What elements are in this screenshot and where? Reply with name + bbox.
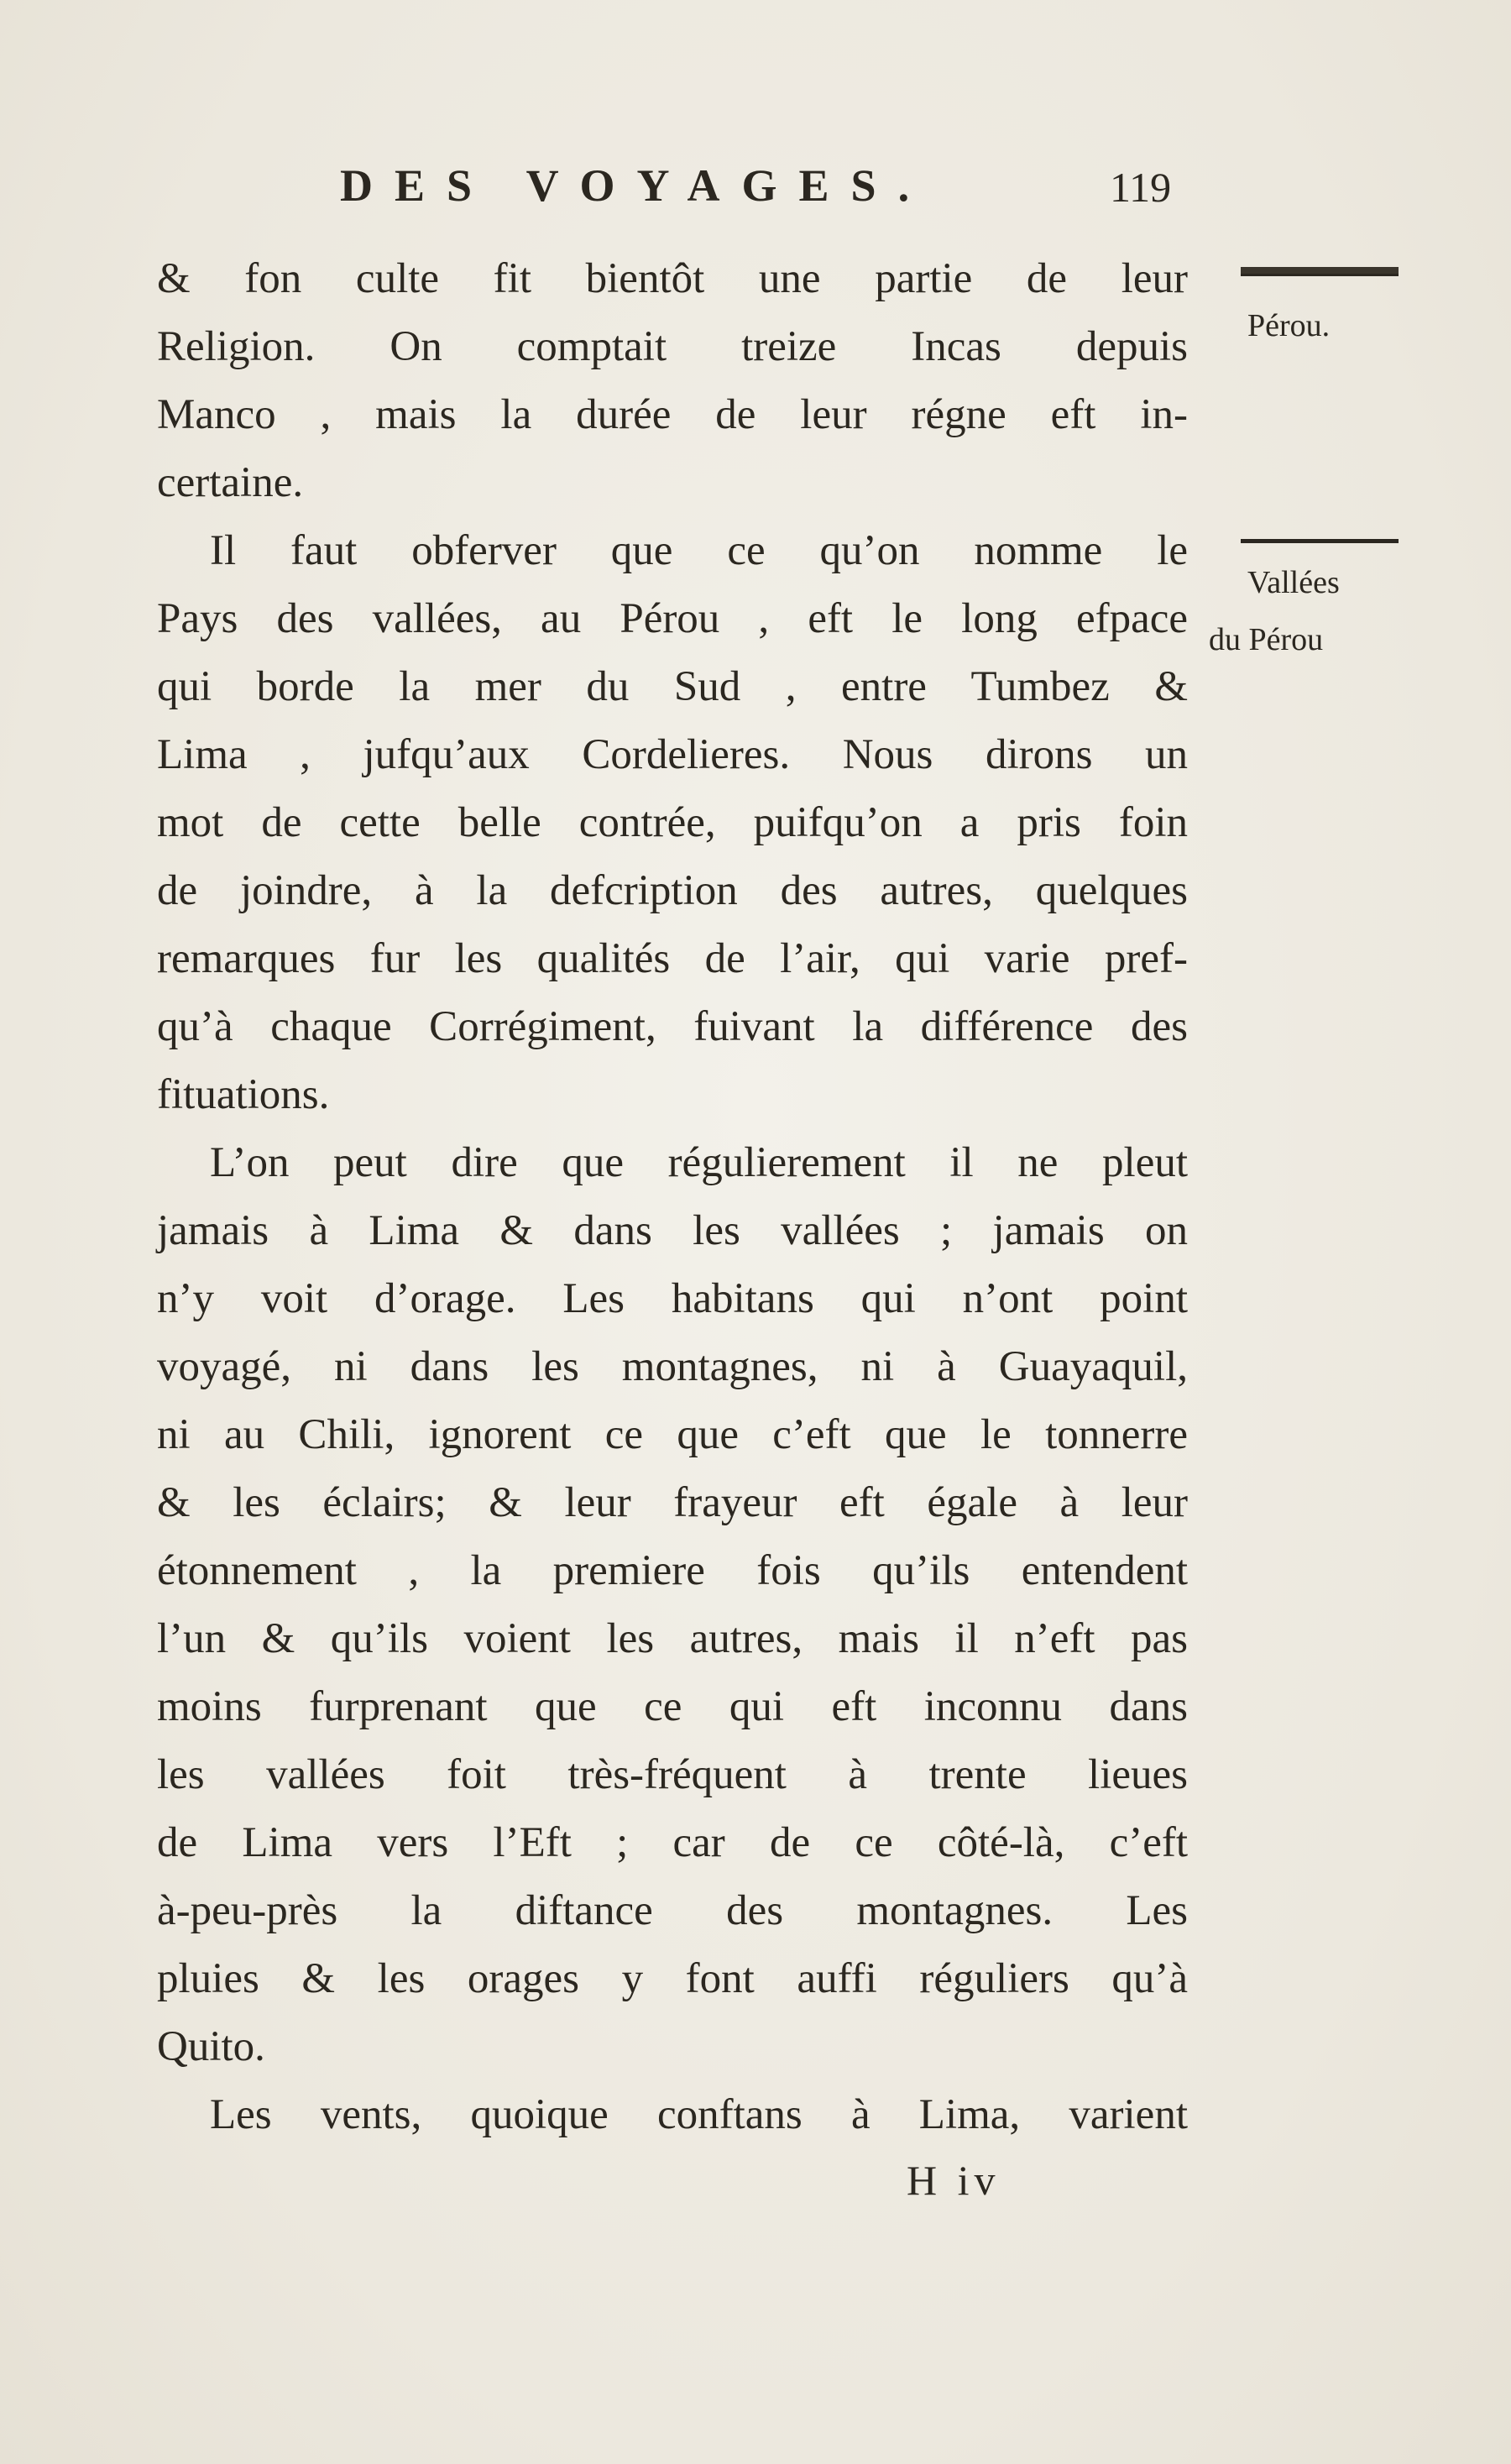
margin-note-perou: Pérou. bbox=[1247, 308, 1331, 343]
text-line: fituations. bbox=[157, 1071, 330, 1118]
page-number: 119 bbox=[1110, 164, 1172, 211]
text-line: les vallées foit très-fréquent à trente lieues bbox=[157, 1751, 1188, 1798]
text-line: remarques fur les qualités de l’air, qui varie pref- bbox=[157, 935, 1188, 982]
text-line: & les éclairs; & leur frayeur eft égale à leur bbox=[157, 1479, 1188, 1526]
text-line: Lima , jufqu’aux Cordelieres. Nous dirons un bbox=[157, 731, 1188, 778]
text-line: Manco , mais la durée de leur régne eft in- bbox=[157, 391, 1188, 438]
text-line: mot de cette belle contrée, puifqu’on a pris foin bbox=[157, 799, 1188, 846]
text-line: jamais à Lima & dans les vallées ; jamais on bbox=[157, 1207, 1188, 1254]
text-line: Les vents, quoique conftans à Lima, varient bbox=[210, 2091, 1188, 2138]
text-line: Il faut obferver que ce qu’on nomme le bbox=[210, 527, 1188, 574]
text-line: n’y voit d’orage. Les habitans qui n’ont point bbox=[157, 1275, 1188, 1322]
text-line: certaine. bbox=[157, 459, 304, 506]
margin-note-du-perou: du Pérou bbox=[1209, 622, 1324, 657]
running-title: DES VOYAGES. bbox=[340, 160, 932, 211]
text-line: de Lima vers l’Eft ; car de ce côté-là, c’eft bbox=[157, 1819, 1188, 1866]
text-line: & fon culte fit bientôt une partie de leur bbox=[157, 255, 1188, 302]
text-line: pluies & les orages y font auffi réguliers qu’à bbox=[157, 1955, 1188, 2002]
text-line: l’un & qu’ils voient les autres, mais il n’eft pas bbox=[157, 1615, 1188, 1662]
text-line: qui borde la mer du Sud , entre Tumbez & bbox=[157, 663, 1188, 710]
text-line: Religion. On comptait treize Incas depuis bbox=[157, 323, 1188, 370]
margin-rule bbox=[1241, 539, 1399, 543]
text-line: voyagé, ni dans les montagnes, ni à Guayaquil, bbox=[157, 1343, 1188, 1390]
text-line: étonnement , la premiere fois qu’ils entendent bbox=[157, 1547, 1188, 1594]
margin-note-vallees: Vallées bbox=[1247, 565, 1340, 600]
text-line: qu’à chaque Corrégiment, fuivant la différence des bbox=[157, 1003, 1188, 1050]
signature-mark: H iv bbox=[907, 2157, 1001, 2204]
text-line: ni au Chili, ignorent ce que c’eft que le tonnerre bbox=[157, 1411, 1188, 1458]
text-line: de joindre, à la defcription des autres, quelques bbox=[157, 867, 1188, 914]
margin-rule bbox=[1241, 267, 1399, 276]
text-line: moins furprenant que ce qui eft inconnu dans bbox=[157, 1683, 1188, 1730]
text-line: Quito. bbox=[157, 2023, 265, 2070]
text-line: Pays des vallées, au Pérou , eft le long efpace bbox=[157, 595, 1188, 642]
text-line: L’on peut dire que régulierement il ne pleut bbox=[210, 1139, 1188, 1186]
text-line: à-peu-près la diftance des montagnes. Les bbox=[157, 1887, 1188, 1934]
